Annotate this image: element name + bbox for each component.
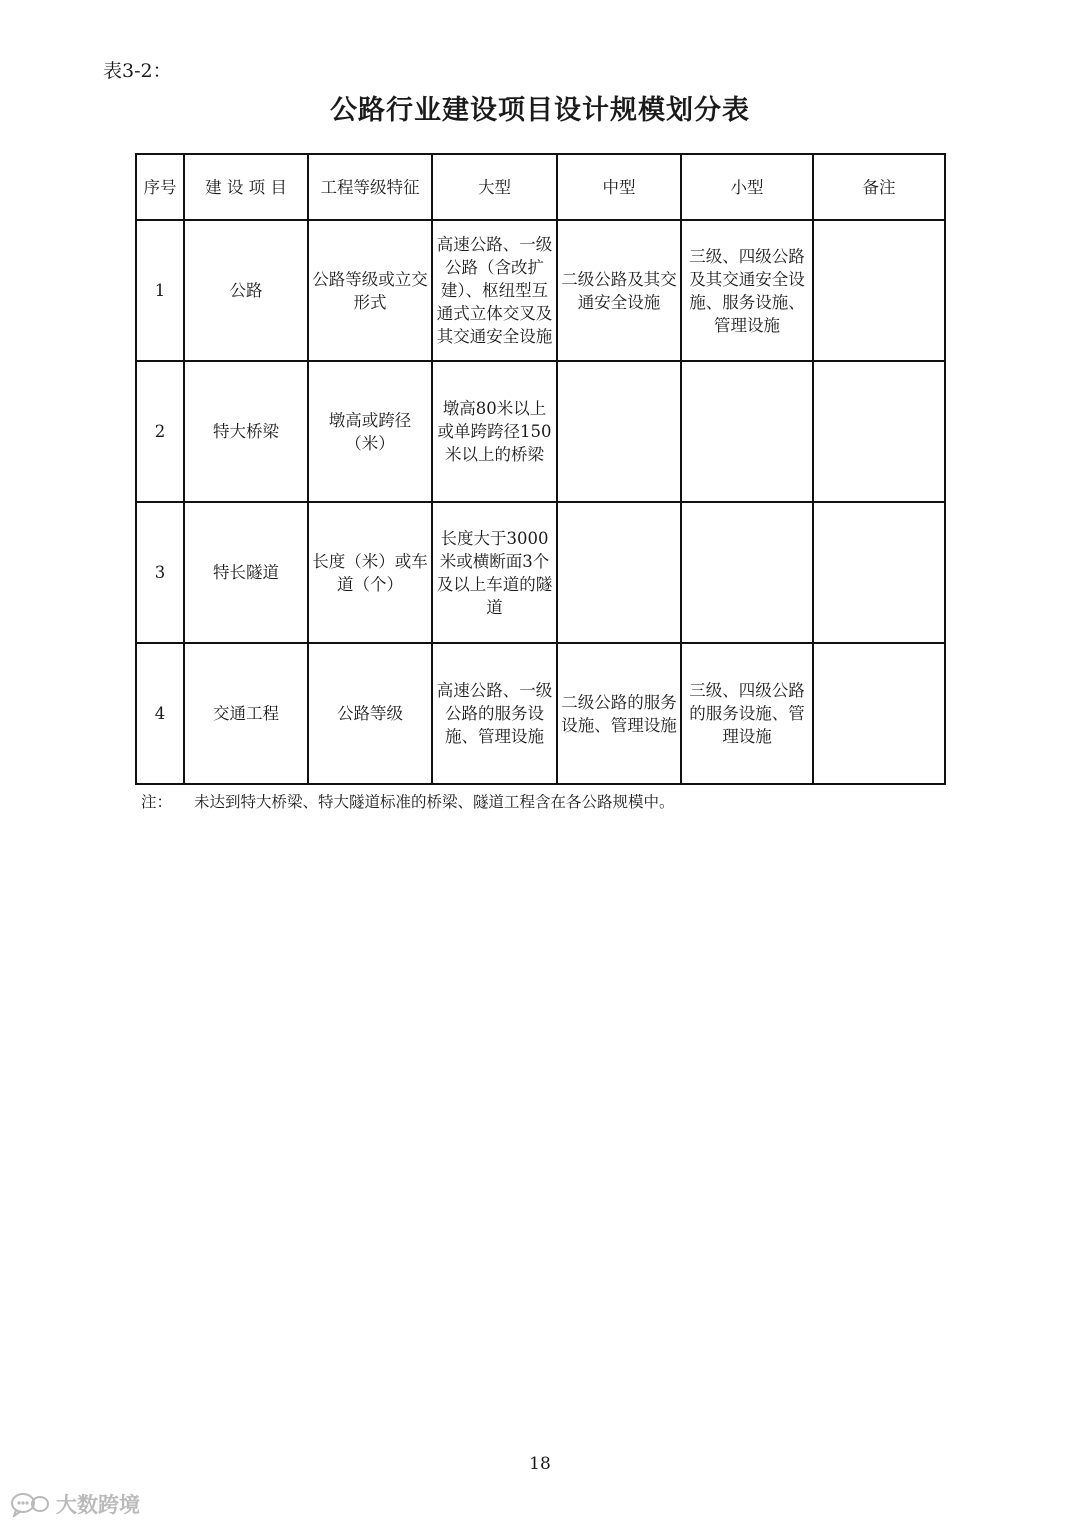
page-number: 18 bbox=[529, 1454, 551, 1474]
table-row bbox=[136, 220, 945, 361]
cell-medium bbox=[557, 361, 681, 502]
cell-feature: 长度（米）或车道（个） bbox=[308, 502, 432, 643]
cell-large: 高速公路、一级公路（含改扩建）、枢纽型互通式立体交叉及其交通安全设施 bbox=[432, 220, 557, 361]
cell-large: 长度大于3000米或横断面3个及以上车道的隧道 bbox=[432, 502, 557, 643]
cell-no: 2 bbox=[136, 361, 184, 502]
cell-small bbox=[681, 502, 813, 643]
cell-remark bbox=[813, 220, 945, 361]
header-large: 大型 bbox=[432, 154, 557, 220]
cell-feature: 墩高或跨径（米） bbox=[308, 361, 432, 502]
note-text: 未达到特大桥梁、特大隧道标准的桥梁、隧道工程含在各公路规模中。 bbox=[194, 793, 675, 811]
table-label: 表3-2： bbox=[103, 60, 172, 82]
cell-project: 公路 bbox=[184, 220, 308, 361]
cell-remark bbox=[813, 643, 945, 784]
design-scale-table bbox=[135, 153, 946, 785]
cell-feature: 公路等级或立交形式 bbox=[308, 220, 432, 361]
header-feature: 工程等级特征 bbox=[308, 154, 432, 220]
cell-feature: 公路等级 bbox=[308, 643, 432, 784]
cell-no: 3 bbox=[136, 502, 184, 643]
cell-medium: 二级公路及其交通安全设施 bbox=[557, 220, 681, 361]
cell-remark bbox=[813, 361, 945, 502]
cell-project: 交通工程 bbox=[184, 643, 308, 784]
cell-large: 高速公路、一级公路的服务设施、管理设施 bbox=[432, 643, 557, 784]
header-medium: 中型 bbox=[557, 154, 681, 220]
cell-medium bbox=[557, 502, 681, 643]
header-remark: 备注 bbox=[813, 154, 945, 220]
watermark-text: 大数跨境 bbox=[56, 1493, 140, 1517]
cell-no: 4 bbox=[136, 643, 184, 784]
cell-small bbox=[681, 361, 813, 502]
header-no: 序号 bbox=[136, 154, 184, 220]
cell-medium: 二级公路的服务设施、管理设施 bbox=[557, 643, 681, 784]
cell-project: 特长隧道 bbox=[184, 502, 308, 643]
note-prefix: 注： bbox=[141, 793, 173, 811]
watermark bbox=[10, 1489, 140, 1519]
table-header-row bbox=[136, 154, 945, 220]
cell-small: 三级、四级公路的服务设施、管理设施 bbox=[681, 643, 813, 784]
page-title: 公路行业建设项目设计规模划分表 bbox=[330, 95, 750, 126]
header-project: 建 设 项 目 bbox=[184, 154, 308, 220]
cell-project: 特大桥梁 bbox=[184, 361, 308, 502]
cell-no: 1 bbox=[136, 220, 184, 361]
cell-remark bbox=[813, 502, 945, 643]
table-row bbox=[136, 361, 945, 502]
table-note bbox=[141, 790, 675, 812]
chat-bubble-icon bbox=[10, 1491, 50, 1517]
cell-small: 三级、四级公路及其交通安全设施、服务设施、管理设施 bbox=[681, 220, 813, 361]
table-row bbox=[136, 502, 945, 643]
cell-large: 墩高80米以上或单跨跨径150米以上的桥梁 bbox=[432, 361, 557, 502]
header-small: 小型 bbox=[681, 154, 813, 220]
table-row bbox=[136, 643, 945, 784]
